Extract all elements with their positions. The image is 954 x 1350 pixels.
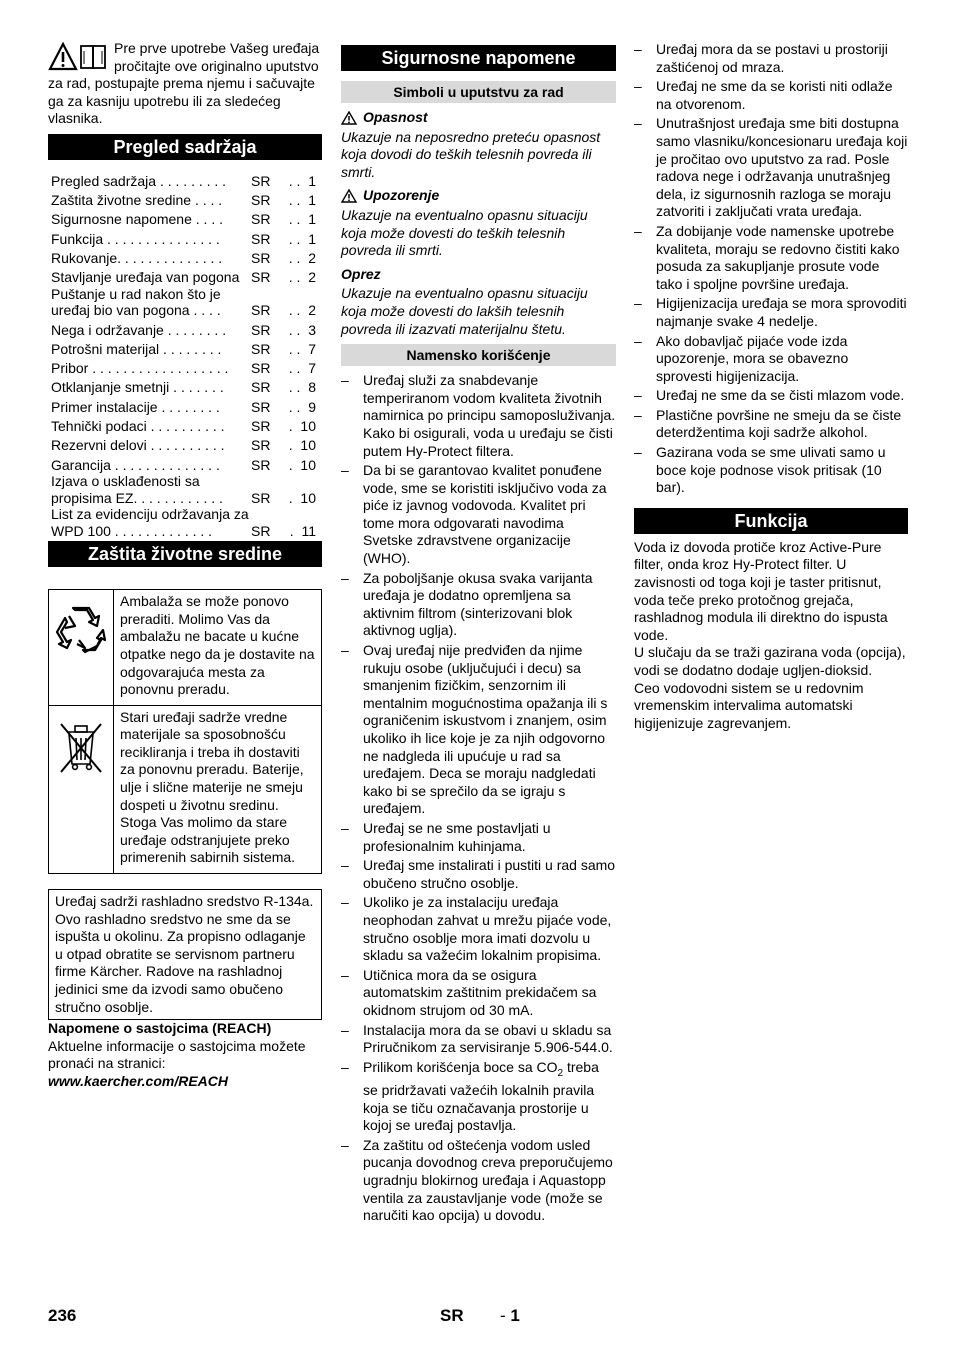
toc-page: . . 8 [288,379,316,396]
function-paragraph-2: U slučaju da se traži gazirana voda (opcija), vodi se dodatno dodaje ugljen-dioksid. [634,644,906,678]
safety-heading: Sigurnosne napomene [341,45,616,71]
list-item: – Uređaj sme instalirati i pustiti u rad samo obučeno stručno osoblje. [341,857,616,891]
toc-row[interactable] [48,170,322,189]
toc-language: SR [251,269,271,286]
column-right [634,40,908,732]
column-left [48,40,322,1091]
intro-block [48,40,322,128]
toc-language: SR [251,418,271,435]
list-item: – Unutrašnjost uređaja sme biti dostupna samo vlasniku/koncesionaru uređaja koji je pročitao ovo uputstvo za rad. Posle radova nege i održavanja unutrašnjeg dela, iz sigurnosnih razloga se moraju zatvoriti i zaključati vrata uređaja. [634,115,908,220]
toc-row[interactable] [48,338,322,357]
crossed-bin-icon [55,720,107,776]
toc-page: . 10 [288,437,316,454]
function-paragraph-1: Voda iz dovoda protiče kroz Active-Pure filter, onda kroz Hy-Protect filter. U zavisnosti od toga koji je taster pritisnut, voda teče preko protočnog grejača, rashladnog modula ili direktno do ispusta vode. [634,538,888,643]
danger-text: Ukazuje na neposredno preteću opasnost koja dovodi do teških telesnih povreda ili smrti. [341,128,601,180]
reach-text: Aktuelne informacije o sastojcima možete pronaći na stranici: [48,1037,306,1072]
toc-row[interactable] [48,396,322,415]
toc-language: SR [251,522,271,539]
toc-row[interactable] [48,319,322,338]
safety-list-continued [634,41,908,497]
toc-title: Rezervni delovi . . . . . . . . . . [51,437,225,454]
recycling-text: Ambalaža se može ponovo preraditi. Molimo Vas da ambalažu ne bacate u kućne otpatke nego da je dostavite na odgovarajuća mesta za ponovnu preradu. [114,590,322,706]
toc-language: SR [251,302,271,319]
list-item: – Gazirana voda se sme ulivati samo u boce koje podnose visok pritisak (10 bar). [634,444,886,496]
toc-language: SR [251,437,271,454]
caution-text: Ukazuje na eventualno opasnu situaciju koja može dovesti do lakših telesnih povreda ili izazvati materijalnu štetu. [341,285,588,337]
reach-title: Napomene o sastojcima (REACH) [48,1020,272,1037]
toc-language: SR [251,340,271,357]
footer-language: SR [440,1306,464,1325]
toc-title: Pregled sadržaja . . . . . . . . . [51,172,227,189]
warning-text: Ukazuje na eventualno opasnu situaciju koja može dovesti do teških telesnih povreda ili smrti. [341,206,588,259]
toc-page: . . 1 [288,230,316,247]
toc-table [48,170,322,539]
function-paragraph-3: Ceo vodovodni sistem se u redovnim vremenskim intervalima automatski higijenizuje zagrevanjem. [634,679,864,731]
toc-language: SR [251,456,271,473]
toc-page: . . 7 [288,340,316,357]
list-item: – Uređaj služi za snabdevanje temperiranom vodom kvaliteta životnih namirnica po principu samoposluživanja. Kako bi osigurali, voda u uređaju se čisti putem Hy-Protect filtera. [341,372,616,459]
toc-row[interactable] [48,209,322,228]
column-middle [341,40,616,1227]
reach-link[interactable]: www.kaercher.com/REACH [48,1072,228,1089]
toc-page: . . 3 [288,321,316,338]
toc-row[interactable] [48,189,322,208]
toc-title: Funkcija . . . . . . . . . . . . . . . [51,230,220,247]
toc-language: SR [251,249,271,266]
toc-row[interactable] [48,473,322,506]
toc-row[interactable] [48,454,322,473]
toc-page: . 10 [288,489,316,506]
warning-triangle-icon [341,111,357,125]
list-item: – Za poboljšanje okusa svaka varijanta uređaja je dodatno opremljena sa aktivnim filtrom (sinterizovani blok aktivnog uglja). [341,569,593,639]
toc-title: Tehnički podaci . . . . . . . . . . [51,418,225,435]
environment-table [48,589,322,874]
toc-row[interactable] [48,377,322,396]
danger-label: Opasnost [341,109,616,127]
toc-page: . . 2 [288,302,316,319]
intended-use-subheading: Namensko korišćenje [341,344,616,366]
toc-title: Potrošni materijal . . . . . . . . [51,340,222,357]
toc-row[interactable] [48,247,322,266]
list-item: – Higijenizacija uređaja se mora sprovoditi najmanje svake 4 nedelje. [634,295,907,329]
toc-heading: Pregled sadržaja [48,134,322,160]
toc-language: SR [251,398,271,415]
toc-title: Stavljanje uređaja van pogona [51,269,240,286]
toc-title: Puštanje u rad nakon što je uređaj bio van pogona . . . . [51,285,221,319]
toc-page: . 11 [289,522,316,539]
symbols-subheading: Simboli u uputstvu za rad [341,81,616,103]
toc-title: List za evidenciju održavanja za WPD 100 . . . . . . . . . . . . . [51,506,249,539]
list-item: – Ovaj uređaj nije predviđen da njime rukuju osobe (uključujući i decu) sa smanjenim fizičkim, senzornim ili mentalnim mogućnostima opažanja ili s ograničenim iskustvom i znanjem, osim ukoliko ih lice koje je za njih odgovorno ne nadgleda ili upućuje u rad sa uređajem. Deca se moraju nadgledati kako bi se sprečilo da se igraju s uređajem. [341,642,608,817]
toc-page: . . 7 [288,360,316,377]
intended-use-list [341,372,616,1225]
list-item: – Utičnica mora da se osigura automatskim zaštitnim prekidačem sa okidnom strujom od 30 mA. [341,966,597,1018]
toc-page: . 10 [288,456,316,473]
toc-row[interactable] [48,415,322,434]
toc-page: . . 1 [288,192,316,209]
list-item: – Ukoliko je za instalaciju uređaja neophodan zahvat u mrežu pijaće vode, stručno osoblje mora imati dozvolu u skladu sa važećim lokalnim propisima. [341,894,612,964]
list-item: – Prilikom korišćenja boce sa $CO_2$ treba se pridržavati važećih lokalnih pravila koja se tiču označavanja prostorije u kojoj se uređaj postavlja. [341,1058,599,1134]
toc-language: SR [251,489,271,506]
refrigerant-box [48,889,322,1020]
list-item: – Plastične površine ne smeju da se čiste deterdžentima koji sadrže alkohol. [634,406,902,441]
toc-title: Otklanjanje smetnji . . . . . . . [51,379,224,396]
toc-page: . . 1 [288,172,316,189]
function-heading: Funkcija [634,508,908,534]
list-item: – Instalacija mora da se obavi u skladu sa Priručnikom za servisiranje 5.906-544.0. [341,1021,613,1056]
toc-page: . . 1 [288,211,316,228]
toc-row[interactable] [48,435,322,454]
warning-manual-icon [48,42,110,72]
list-item: – Uređaj ne sme da se koristi niti odlaže na otvorenom. [634,78,893,112]
toc-title: Zaštita životne sredine . . . . [51,192,223,209]
toc-row[interactable] [48,266,322,285]
list-item: – Za dobijanje vode namenske upotrebe kvaliteta, moraju se redovno čistiti kako posuda za sakupljanje prosute vode tako i spoljne površine uređaja. [634,222,900,292]
toc-page: . . 9 [288,398,316,415]
toc-page: . 10 [288,418,316,435]
environment-heading: Zaštita životne sredine [48,541,322,567]
list-item: – Uređaj se ne sme postavljati u profesionalnim kuhinjama. [341,819,551,854]
intro-text: Pre prve upotrebe Vašeg uređaja pročitajte ove originalno uputstvo za rad, postupajte prema njemu i sačuvajte ga za kasniju upotrebu ili za sledećeg vlasnika. [48,40,320,127]
warning-label: Upozorenje [341,187,616,205]
footer-section-page: - 1 [500,1306,520,1325]
toc-row[interactable] [48,506,322,539]
toc-row[interactable] [48,228,322,247]
toc-title: Izjava o usklađenosti sa propisima EZ. . . . . . . . . . . . [51,473,223,506]
list-item: – Uređaj ne sme da se čisti mlazom vode. [634,387,905,404]
toc-title: Garancija . . . . . . . . . . . . . . [51,456,220,473]
toc-language: SR [251,321,271,338]
toc-language: SR [251,360,271,377]
list-item: – Za zaštitu od oštećenja vodom usled pucanja dovodnog creva preporučujemo ugradnju blokirnog uređaja i Aquastopp ventila za zaustavljanje vode (može se naručiti kao opcija) u dovodu. [341,1136,613,1224]
recycling-icon [55,604,107,654]
toc-language: SR [251,211,271,228]
toc-row[interactable] [48,357,322,376]
warning-triangle-icon [341,189,357,203]
toc-language: SR [251,172,271,189]
list-item: – Ako dobavljač pijaće vode izda upozorenje, mora se obavezno sprovesti higijenizacija. [634,332,849,384]
toc-row[interactable] [48,286,322,319]
list-item: – Da bi se garantovao kvalitet ponuđene vode, sme se koristiti isključivo voda za piće iz javnog vodovoda. Kvalitet pri tome mora odgovarati navodima Svetske zdravstvene organizacije (WHO). [341,462,607,567]
toc-title: Sigurnosne napomene . . . . [51,211,223,228]
toc-title: Nega i održavanje . . . . . . . . [51,321,227,338]
toc-title: Primer instalacije . . . . . . . . [51,398,220,415]
refrigerant-text: Uređaj sadrži rashladno sredstvo R-134a. Ovo rashladno sredstvo ne sme da se ispušta u okolinu. Za propisno odlaganje u otpad obratite se servisnom partneru firme Kärcher. Radove na rashladnoj jedinici sme da izvodi samo obučeno stručno osoblje. [55,893,314,1015]
toc-language: SR [251,192,271,209]
toc-title: Pribor . . . . . . . . . . . . . . . . . . [51,360,229,377]
toc-page: . . 2 [288,249,316,266]
list-item: – Uređaj mora da se postavi u prostoriji zaštićenoj od mraza. [634,41,888,75]
toc-language: SR [251,379,271,396]
toc-title: Rukovanje. . . . . . . . . . . . . . [51,249,223,266]
disposal-text: Stari uređaji sadrže vredne materijale sa sposobnošću recikliranja i treba ih dostaviti za ponovnu preradu. Baterije, ulje i slične materije ne smeju dospeti u životnu sredinu. Stoga Vas molimo da stare uređaje odstranjujete preko primerenih sabirnih sistema. [114,705,322,873]
toc-language: SR [251,230,271,247]
toc-page: . . 2 [288,269,316,286]
caution-label: Oprez [341,265,381,282]
page-number: 236 [48,1306,77,1325]
